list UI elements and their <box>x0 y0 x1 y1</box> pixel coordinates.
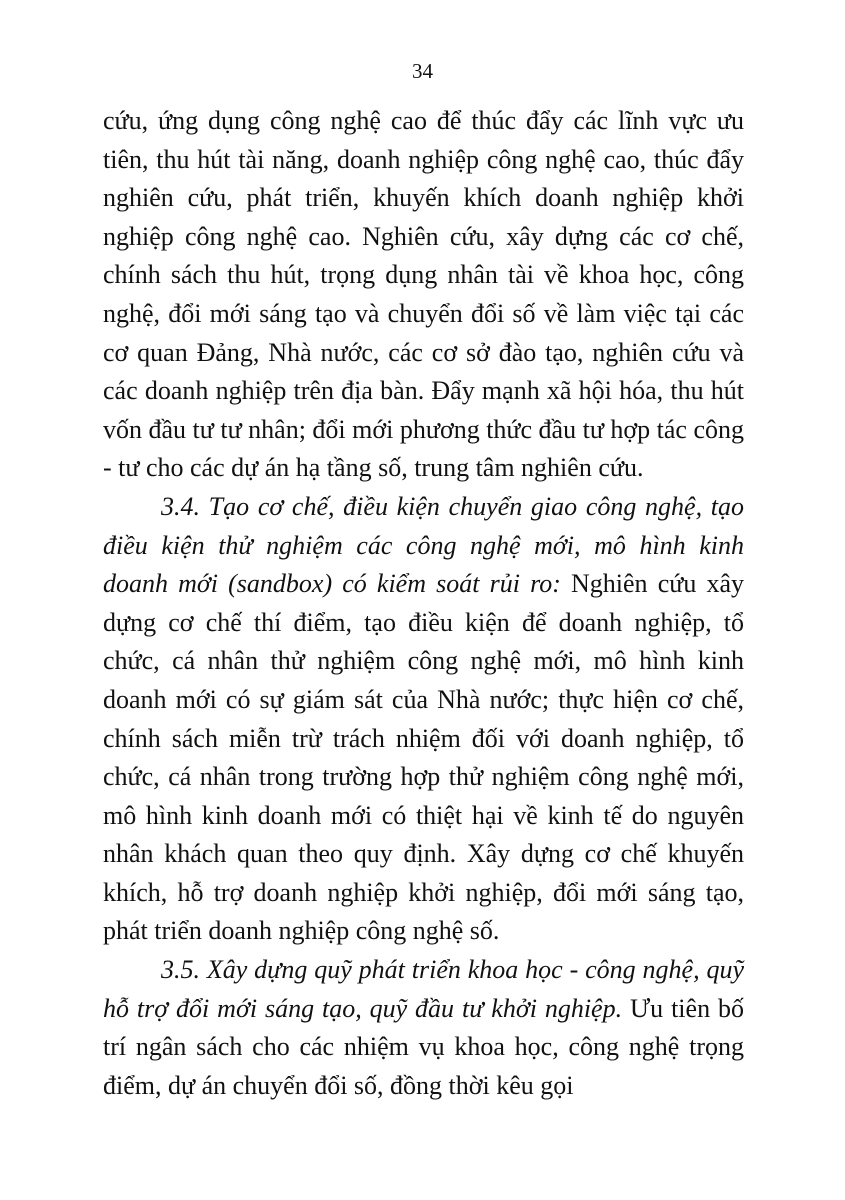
page-body <box>103 102 744 1105</box>
paragraph-section-3-5 <box>103 951 744 1105</box>
section-3-4-heading: 3.4. Tạo cơ chế, điều kiện chuyển giao công nghệ, tạo điều kiện thử nghiệm các công nghệ mới, mô hình kinh doanh mới (sandbox) có kiểm soát rủi ro: <box>103 491 744 599</box>
section-3-5-text: Ưu tiên bố trí ngân sách cho các nhiệm vụ khoa học, công nghệ trọng điểm, dự án chuyển đổi số, đồng thời kêu gọi <box>103 993 744 1100</box>
paragraph-text: cứu, ứng dụng công nghệ cao để thúc đẩy các lĩnh vực ưu tiên, thu hút tài năng, doanh nghiệp công nghệ cao, thúc đẩy nghiên cứu, phát triển, khuyến khích doanh nghiệp khởi nghiệp công nghệ cao. Nghiên cứu, xây dựng các cơ chế, chính sách thu hút, trọng dụng nhân tài về khoa học, công nghệ, đổi mới sáng tạo và chuyển đổi số về làm việc tại các cơ quan Đảng, Nhà nước, các cơ sở đào tạo, nghiên cứu và các doanh nghiệp trên địa bàn. Đẩy mạnh xã hội hóa, thu hút vốn đầu tư tư nhân; đổi mới phương thức đầu tư hợp tác công - tư cho các dự án hạ tầng số, trung tâm nghiên cứu. <box>103 106 744 483</box>
section-3-4-text: Nghiên cứu xây dựng cơ chế thí điểm, tạo điều kiện để doanh nghiệp, tổ chức, cá nhân thử nghiệm công nghệ mới, mô hình kinh doanh mới có sự giám sát của Nhà nước; thực hiện cơ chế, chính sách miễn trừ trách nhiệm đối với doanh nghiệp, tổ chức, cá nhân trong trường hợp thử nghiệm công nghệ mới, mô hình kinh doanh mới có thiệt hại về kinh tế do nguyên nhân khách quan theo quy định. Xây dựng cơ chế khuyến khích, hỗ trợ doanh nghiệp khởi nghiệp, đổi mới sáng tạo, phát triển doanh nghiệp công nghệ số. <box>103 569 744 946</box>
page-number: 34 <box>412 59 433 83</box>
paragraph-continuation <box>103 102 744 488</box>
paragraph-section-3-4 <box>103 488 744 951</box>
section-3-5-heading: 3.5. Xây dựng quỹ phát triển khoa học - công nghệ, quỹ hỗ trợ đổi mới sáng tạo, quỹ đầu tư khởi nghiệp. <box>103 955 744 1023</box>
